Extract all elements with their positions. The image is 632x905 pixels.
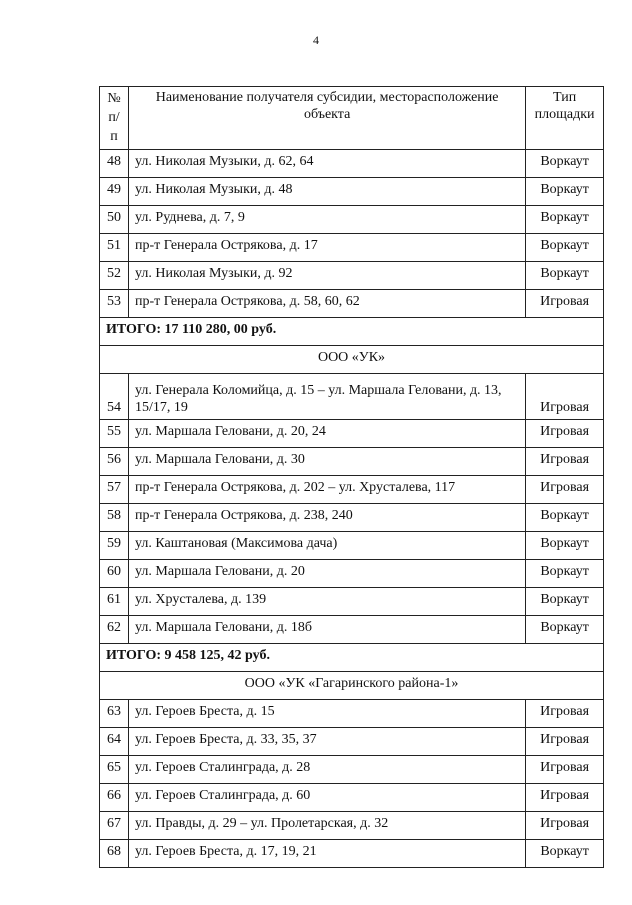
row-site-type: Игровая [526,448,604,476]
row-address: ул. Маршала Геловани, д. 18б [129,616,526,644]
table-row [100,812,604,840]
table-row [100,616,604,644]
organization-name: ООО «УК» [100,346,604,374]
row-site-type: Воркаут [526,150,604,178]
table-row [100,290,604,318]
table-row [100,784,604,812]
row-site-type: Игровая [526,784,604,812]
row-site-type: Воркаут [526,560,604,588]
row-number: 57 [100,476,129,504]
row-address: ул. Каштановая (Максимова дача) [129,532,526,560]
table-row [100,448,604,476]
row-site-type: Игровая [526,812,604,840]
row-address: ул. Маршала Геловани, д. 20, 24 [129,420,526,448]
table-row [100,234,604,262]
table-row [100,476,604,504]
organization-row [100,346,604,374]
organization-name: ООО «УК «Гагаринского района-1» [100,672,604,700]
row-address: ул. Маршала Геловани, д. 30 [129,448,526,476]
row-site-type: Воркаут [526,840,604,868]
row-site-type: Воркаут [526,532,604,560]
row-site-type: Игровая [526,756,604,784]
row-address: пр-т Генерала Острякова, д. 17 [129,234,526,262]
row-address: пр-т Генерала Острякова, д. 58, 60, 62 [129,290,526,318]
row-site-type: Игровая [526,374,604,420]
row-site-type: Воркаут [526,262,604,290]
total-amount: ИТОГО: 9 458 125, 42 руб. [100,644,604,672]
table-row [100,560,604,588]
row-address: ул. Генерала Коломийца, д. 15 – ул. Маршала Геловани, д. 13, 15/17, 19 [129,374,526,420]
row-number: 52 [100,262,129,290]
row-number: 50 [100,206,129,234]
row-site-type: Воркаут [526,178,604,206]
row-number: 51 [100,234,129,262]
row-address: ул. Героев Бреста, д. 15 [129,700,526,728]
row-address: ул. Героев Сталинграда, д. 60 [129,784,526,812]
table-row [100,178,604,206]
page-number: 4 [313,33,319,47]
header-name: Наименование получателя субсидии, месторасположение объекта [129,87,526,150]
organization-row [100,672,604,700]
row-address: ул. Героев Бреста, д. 33, 35, 37 [129,728,526,756]
row-site-type: Игровая [526,420,604,448]
row-number: 56 [100,448,129,476]
table-row [100,532,604,560]
row-site-type: Игровая [526,476,604,504]
row-site-type: Игровая [526,290,604,318]
row-site-type: Игровая [526,728,604,756]
row-number: 59 [100,532,129,560]
header-type: Тип площадки [526,87,604,150]
row-number: 48 [100,150,129,178]
row-address: ул. Правды, д. 29 – ул. Пролетарская, д. 32 [129,812,526,840]
row-number: 68 [100,840,129,868]
table-row [100,700,604,728]
table-row [100,728,604,756]
row-address: пр-т Генерала Острякова, д. 238, 240 [129,504,526,532]
row-number: 58 [100,504,129,532]
total-row [100,318,604,346]
row-number: 64 [100,728,129,756]
table-row [100,374,604,420]
table-row [100,588,604,616]
row-number: 66 [100,784,129,812]
table-row [100,206,604,234]
row-number: 67 [100,812,129,840]
row-number: 49 [100,178,129,206]
row-address: ул. Николая Музыки, д. 48 [129,178,526,206]
row-site-type: Воркаут [526,504,604,532]
row-number: 54 [100,374,129,420]
table-row [100,840,604,868]
total-amount: ИТОГО: 17 110 280, 00 руб. [100,318,604,346]
row-site-type: Воркаут [526,234,604,262]
table-row [100,150,604,178]
table-row [100,420,604,448]
table-row [100,262,604,290]
row-address: ул. Николая Музыки, д. 62, 64 [129,150,526,178]
row-number: 63 [100,700,129,728]
row-site-type: Воркаут [526,206,604,234]
row-address: ул. Маршала Геловани, д. 20 [129,560,526,588]
row-number: 53 [100,290,129,318]
total-row [100,644,604,672]
table-header-row [100,87,604,150]
row-number: 60 [100,560,129,588]
row-site-type: Воркаут [526,588,604,616]
row-site-type: Игровая [526,700,604,728]
subsidy-table [99,86,604,868]
row-address: ул. Руднева, д. 7, 9 [129,206,526,234]
row-number: 55 [100,420,129,448]
row-address: ул. Героев Бреста, д. 17, 19, 21 [129,840,526,868]
table-row [100,504,604,532]
table-body [100,150,604,868]
row-site-type: Воркаут [526,616,604,644]
row-number: 65 [100,756,129,784]
row-number: 62 [100,616,129,644]
row-address: ул. Николая Музыки, д. 92 [129,262,526,290]
row-address: ул. Героев Сталинграда, д. 28 [129,756,526,784]
row-address: ул. Хрусталева, д. 139 [129,588,526,616]
row-address: пр-т Генерала Острякова, д. 202 – ул. Хрусталева, 117 [129,476,526,504]
table-row [100,756,604,784]
header-number: № п/п [100,87,129,150]
row-number: 61 [100,588,129,616]
